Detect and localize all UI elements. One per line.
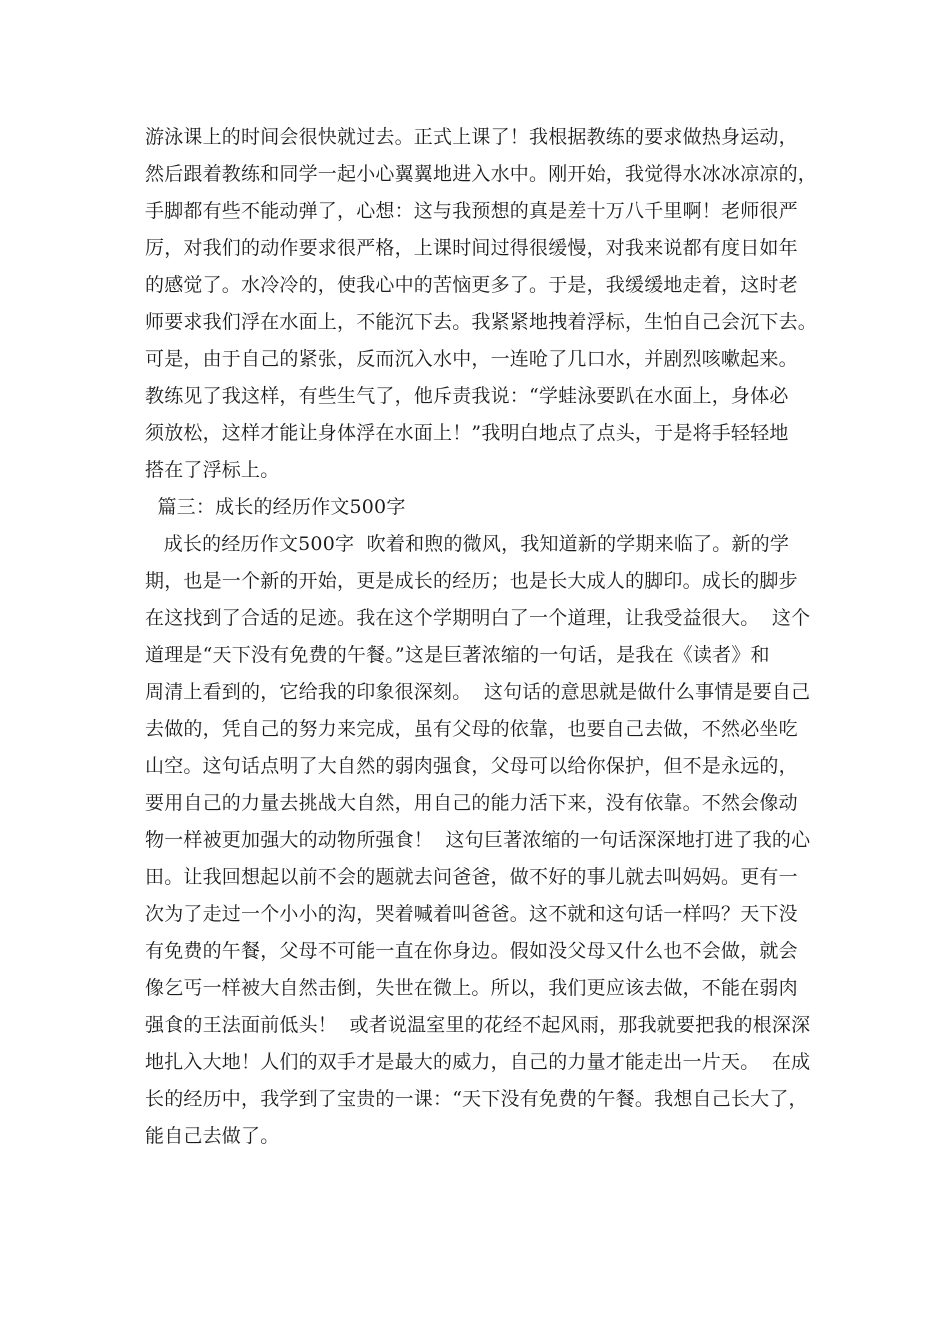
text-line: 长的经历中，我学到了宝贵的一课：“天下没有免费的午餐。我想自己长大了，: [145, 1088, 808, 1110]
text-line: 厉，对我们的动作要求很严格，上课时间过得很缓慢，对我来说都有度日如年: [145, 237, 798, 259]
text-line: 次为了走过一个小小的沟，哭着喊着叫爸爸。这不就和这句话一样吗？天下没: [145, 903, 798, 925]
text-line: 可是，由于自己的紧张，反而沉入水中，一连呛了几口水，并剧烈咳嗽起来。: [145, 348, 798, 370]
text-line: 道理是“天下没有免费的午餐。”这是巨著浓缩的一句话，是我在《读者》和: [145, 644, 770, 666]
text-line: 像乞丐一样被大自然击倒，失世在微上。所以，我们更应该去做，不能在弱肉: [145, 977, 798, 999]
text-line: 期，也是一个新的开始，更是成长的经历；也是长大成人的脚印。成长的脚步: [145, 570, 798, 592]
text-line: 搭在了浮标上。: [145, 459, 280, 481]
text-line: 要用自己的力量去挑战大自然，用自己的能力活下来，没有依靠。不然会像动: [145, 792, 798, 814]
text-line: 强食的王法面前低头！ 或者说温室里的花经不起风雨，那我就要把我的根深深: [145, 1014, 811, 1036]
text-line: 物一样被更加强大的动物所强食！ 这句巨著浓缩的一句话深深地打进了我的心: [145, 829, 811, 851]
text-line: 教练见了我这样，有些生气了，他斥责我说：“学蛙泳要趴在水面上，身体必: [145, 385, 789, 407]
text-line: 然后跟着教练和同学一起小心翼翼地进入水中。刚开始，我觉得水冰冰凉凉的，: [145, 163, 818, 185]
text-line: 有免费的午餐，父母不可能一直在你身边。假如没父母又什么也不会做，就会: [145, 940, 798, 962]
text-line: 的感觉了。水冷冷的，使我心中的苦恼更多了。于是，我缓缓地走着，这时老: [145, 274, 798, 296]
text-line: 游泳课上的时间会很快就过去。正式上课了！我根据教练的要求做热身运动，: [145, 126, 798, 148]
text-line: 去做的，凭自己的努力来完成，虽有父母的依靠，也要自己去做，不然必坐吃: [145, 718, 798, 740]
text-line: 须放松，这样才能让身体浮在水面上！”我明白地点了点头，于是将手轻轻地: [145, 422, 789, 444]
section-heading: 篇三：成长的经历作文500字: [145, 496, 406, 518]
text-line: 田。让我回想起以前不会的题就去问爸爸，做不好的事儿就去叫妈妈。更有一: [145, 866, 798, 888]
text-line: 周清上看到的，它给我的印象很深刻。 这句话的意思就是做什么事情是要自己: [145, 681, 811, 703]
text-line: 能自己去做了。: [145, 1125, 280, 1147]
text-line: 师要求我们浮在水面上，不能沉下去。我紧紧地拽着浮标，生怕自己会沉下去。: [145, 311, 818, 333]
text-line: 手脚都有些不能动弹了，心想：这与我预想的真是差十万八千里啊！老师很严: [145, 200, 798, 222]
text-line: 地扎入大地！人们的双手才是最大的威力，自己的力量才能走出一片天。 在成: [145, 1051, 811, 1073]
text-line: 成长的经历作文500字 吹着和煦的微风，我知道新的学期来临了。新的学: [145, 533, 790, 555]
text-line: 在这找到了合适的足迹。我在这个学期明白了一个道理，让我受益很大。 这个: [145, 607, 811, 629]
text-line: 山空。这句话点明了大自然的弱肉强食，父母可以给你保护，但不是永远的，: [145, 755, 798, 777]
